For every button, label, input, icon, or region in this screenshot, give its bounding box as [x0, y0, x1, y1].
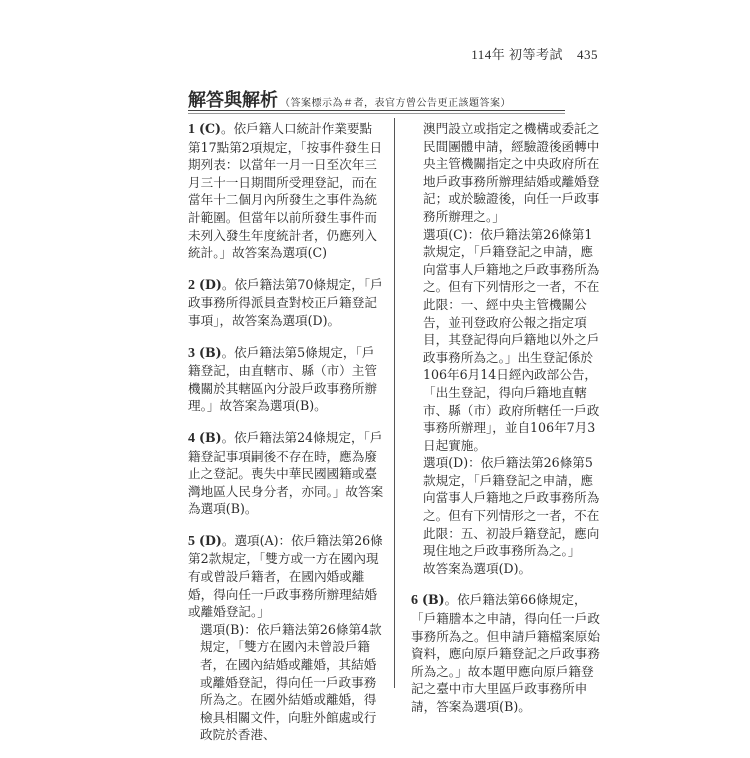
- answer-item-2: [188, 276, 384, 330]
- question-number: 5: [188, 533, 195, 549]
- left-column: [188, 120, 384, 758]
- answer-letter: (C): [199, 121, 221, 136]
- page-number: 435: [577, 47, 598, 62]
- column-divider: [394, 118, 395, 688]
- question-number: 2: [188, 277, 195, 293]
- explanation-continued: 澳門設立或指定之機構或委託之民間團體申請，經驗證後函轉中央主管機關指定之中央政府所在地戶政事務所辦理結婚或離婚登記；或於驗證後，向任一戶政事務所辦理之。」: [423, 121, 600, 224]
- question-number: 6: [411, 593, 418, 609]
- explanation-text: 。依戶籍法第70條規定，「戶政事務所得派員查對校正戶籍登記事項」，故答案為選項(D)。: [188, 276, 383, 328]
- heading-rule-thin: [188, 113, 565, 114]
- answer-letter: (B): [199, 344, 222, 360]
- running-header: [471, 44, 598, 63]
- exam-name: 114年 初等考試: [471, 47, 563, 62]
- explanation-text: 。依戶籍法第24條規定，「戶籍登記事項嗣後不存在時，應為廢止之登記。喪失中華民國國籍或臺灣地區人民身分者，亦同。」故答案為選項(B)。: [188, 429, 384, 517]
- question-number: 3: [188, 345, 195, 361]
- explanation-text: 。依戶籍法第5條規定，「戶籍登記，由直轄市、縣（市）主管機關於其轄區內分設戶政事務所辦理。」故答案為選項(B)。: [188, 344, 377, 414]
- question-number: 4: [188, 430, 195, 446]
- right-column: [411, 120, 602, 730]
- explanation-text: 。依戶籍人口統計作業要點第17點第2項規定，「按事件發生日期列表：以當年一月一日至次年三月三十一日期間所受理登記，而在當年十二個月內所發生之事件為統計範圍。但當年以前所發生事件而未列入發生年度統計者，仍應列入統計。」故答案為選項(C): [188, 121, 383, 261]
- explanation-text: 。選項(A)：依戶籍法第26條第2款規定，「雙方或一方在國內現有或曾設戶籍者，在國內婚或離婚，得向任一戶政事務所辦理結婚或離婚登記。」: [188, 532, 383, 620]
- explanation-conclusion: 故答案為選項(D)。: [423, 560, 532, 576]
- answer-letter: (B): [422, 592, 445, 608]
- answer-letter: (D): [199, 276, 222, 292]
- answer-item-4: [188, 429, 384, 518]
- answer-item-6: [411, 591, 602, 715]
- answer-item-3: [188, 344, 384, 415]
- question-number: 1: [188, 122, 195, 137]
- section-note: （答案標示為＃者，表官方曾公告更正該題答案）: [280, 98, 511, 109]
- section-heading: [188, 86, 511, 112]
- answer-item-5-continued: [411, 120, 602, 577]
- answer-letter: (D): [199, 532, 222, 548]
- explanation-option-b: 選項(B)：依戶籍法第26條第4款規定，「雙方在國內未曾設戶籍者，在國內結婚或離婚，其結婚或離婚登記，得向任一戶政事務所為之。在國外結婚或離婚，得檢具相關文件，向駐外館處或行政院於香港、: [200, 621, 382, 743]
- section-title: 解答與解析: [188, 90, 278, 111]
- answer-letter: (B): [199, 429, 222, 445]
- explanation-option-c: 選項(C)：依戶籍法第26條第1款規定，「戶籍登記之申請，應向當事人戶籍地之戶政事務所為之。但有下列情形之一者，不在此限：一、經中央主管機關公告，並刊登政府公報之指定項目，其登記得向戶籍地以外之戶政事務所為之。」出生登記係於106年6月14日經內政部公告，「出生登記，得向戶籍地直轄市、縣（市）政府所轄任一戶政事務所辦理」，並自106年7月3日起實施。: [423, 226, 600, 453]
- answer-item-1: [188, 120, 384, 262]
- answer-item-5: [188, 532, 384, 744]
- heading-rule: [188, 110, 565, 111]
- explanation-option-d: 選項(D)：依戶籍法第26條第5款規定，「戶籍登記之申請，應向當事人戶籍地之戶政事務所為之。但有下列情形之一者，不在此限：五、初設戶籍登記，應向現住地之戶政事務所為之。」: [423, 455, 600, 559]
- explanation-text: 。依戶籍法第66條規定，「戶籍謄本之申請，得向任一戶政事務所為之。但申請戶籍檔案原始資料，應向原戶籍登記之戶政事務所為之。」故本題甲應向原戶籍登記之臺中市大里區戶政事務所申請，答案為選項(B)。: [411, 592, 600, 714]
